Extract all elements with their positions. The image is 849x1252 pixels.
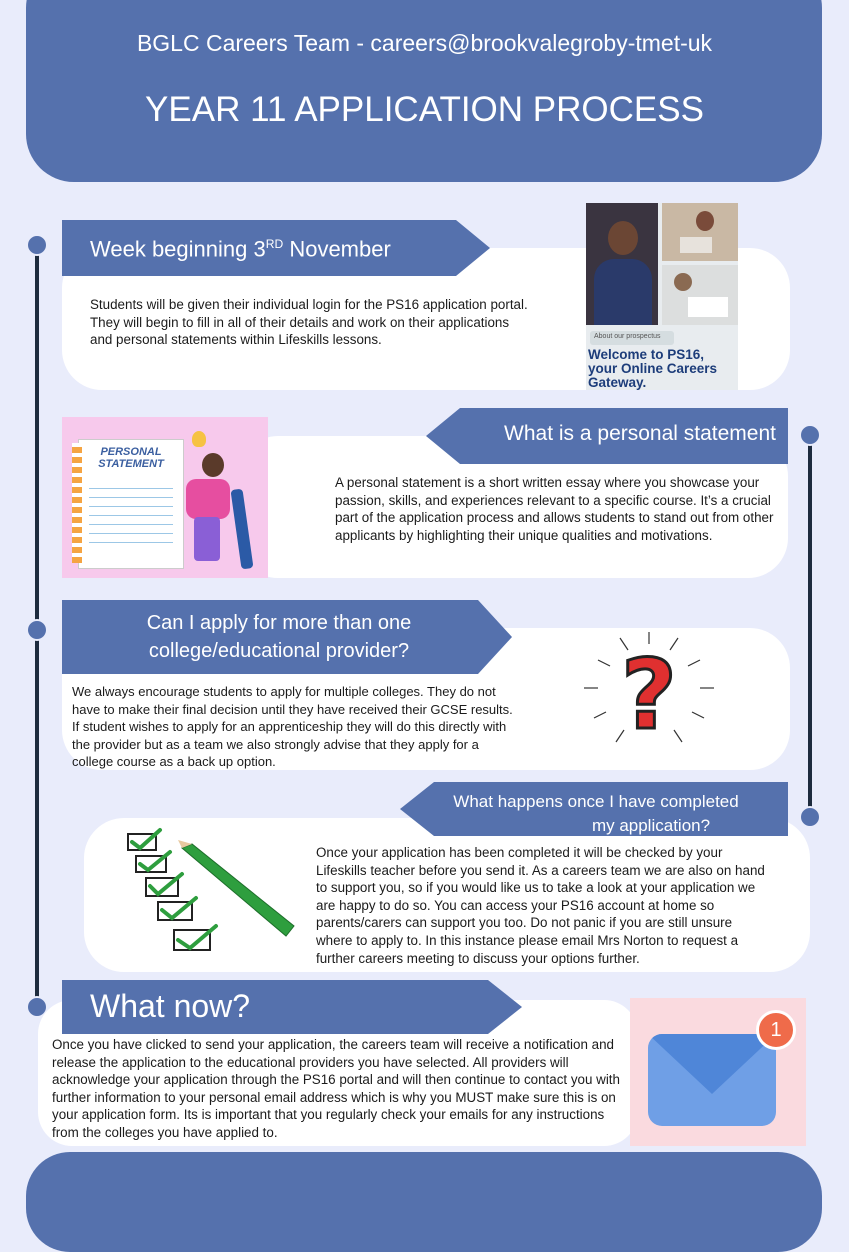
statement-lines bbox=[89, 480, 173, 544]
person-legs-icon bbox=[194, 517, 220, 561]
notebook-rings bbox=[72, 443, 82, 563]
timeline-line-left-2 bbox=[35, 630, 39, 1008]
notification-badge bbox=[756, 1010, 796, 1050]
careers-email-line: BGLC Careers Team - careers@brookvalegroby-tmet-uk bbox=[136, 30, 713, 56]
what-now-body: Once you have clicked to send your application, the careers team will receive a notification and release the application to the educational providers you have selected. All providers will acknowledge your application through the PS16 portal and will then continue to contact you with further information to your personal email address which is why you MUST make sure this is on your application form. Its is important that you regularly check your emails for any instructions from the colleges you have applied to. bbox=[52, 1037, 620, 1140]
completed-heading-line-1: What happens once I have completed bbox=[453, 792, 739, 811]
footer-banner bbox=[26, 1152, 822, 1252]
week-heading bbox=[90, 229, 391, 264]
checklist-icon bbox=[118, 826, 298, 962]
prospectus-title: Welcome to PS16, your Online Careers Gateway. bbox=[588, 347, 718, 390]
prospectus-tag-text: About our prospectus bbox=[594, 333, 661, 340]
prospectus-tag bbox=[590, 331, 674, 345]
paper-icon bbox=[688, 297, 728, 317]
timeline-dot bbox=[26, 234, 48, 256]
apply-more-heading-line-2: college/educational provider? bbox=[148, 640, 410, 662]
completed-heading bbox=[420, 790, 772, 838]
statement-paper-title-2: STATEMENT bbox=[98, 458, 164, 470]
lightbulb-icon bbox=[192, 431, 206, 447]
week-body: Students will be given their individual login for the PS16 application portal. They will begin to fill in all of their details and work on their applications and personal statements within Lifeskills lessons. bbox=[90, 297, 528, 348]
envelope-flap-icon bbox=[648, 1034, 776, 1094]
student-head-icon bbox=[674, 273, 692, 291]
week-heading-end: November bbox=[283, 236, 391, 262]
timeline-line-right bbox=[808, 435, 812, 817]
prospectus-image bbox=[586, 203, 738, 390]
completed-heading-line-2: my application? bbox=[591, 816, 711, 835]
timeline-dot bbox=[799, 806, 821, 828]
apply-more-heading-line-1: Can I apply for more than one bbox=[146, 612, 412, 634]
apply-more-heading bbox=[62, 609, 496, 665]
envelope-icon bbox=[648, 1034, 776, 1126]
personal-statement-illustration bbox=[62, 417, 268, 578]
page-title: YEAR 11 APPLICATION PROCESS bbox=[145, 90, 704, 129]
student-body-icon bbox=[594, 259, 652, 325]
person-head-icon bbox=[202, 453, 224, 477]
timeline-line-left-1 bbox=[35, 244, 39, 630]
laptop-icon bbox=[680, 237, 712, 253]
personal-statement-body: A personal statement is a short written essay where you showcase your passion, skills, and experiences relevant to a specific course. It’s a crucial part of the application process and allows students to stand out from other applicants by highlighting their unique qualities and motivations. bbox=[335, 475, 774, 543]
student-head-icon bbox=[696, 211, 714, 231]
question-mark-graphic bbox=[576, 624, 722, 758]
student-photo-1 bbox=[586, 203, 658, 325]
timeline-dot bbox=[799, 424, 821, 446]
notification-badge-count: 1 bbox=[770, 1019, 782, 1041]
what-now-heading: What now? bbox=[90, 988, 251, 1024]
pen-icon bbox=[230, 489, 253, 570]
week-heading-sup: RD bbox=[265, 237, 284, 251]
student-photo-3 bbox=[662, 265, 738, 325]
completed-body: Once your application has been completed it will be checked by your Lifeskills teacher before you send it. As a careers team we are also on hand to support you, so if you would like us to take a look at your application we are happy to do so. You can access your PS16 account at home so parents/carers can support you too. Do not panic if you are still unsure where to apply to. In this instance please email Mrs Norton to request a further careers meeting to discuss your options further. bbox=[316, 845, 765, 966]
student-photo-2 bbox=[662, 203, 738, 261]
checklist-graphic bbox=[118, 826, 298, 962]
email-graphic bbox=[630, 998, 806, 1146]
statement-paper bbox=[78, 439, 184, 569]
person-shirt-icon bbox=[186, 479, 230, 519]
personal-statement-heading: What is a personal statement bbox=[504, 422, 776, 445]
svg-text:?: ? bbox=[621, 639, 677, 751]
apply-more-body: We always encourage students to apply for multiple colleges. They do not have to make their final decision until they have received their GCSE results. If student wishes to apply for an apprenticeship they will do this directly with the provider but as a team we also strongly advise that they apply for a college course as a back up option. bbox=[72, 684, 513, 770]
question-mark-icon bbox=[576, 624, 722, 758]
timeline-dot bbox=[26, 619, 48, 641]
student-head-icon bbox=[608, 221, 638, 255]
statement-paper-title-1: PERSONAL bbox=[100, 446, 162, 458]
week-heading-main: Week beginning 3 bbox=[90, 236, 266, 262]
